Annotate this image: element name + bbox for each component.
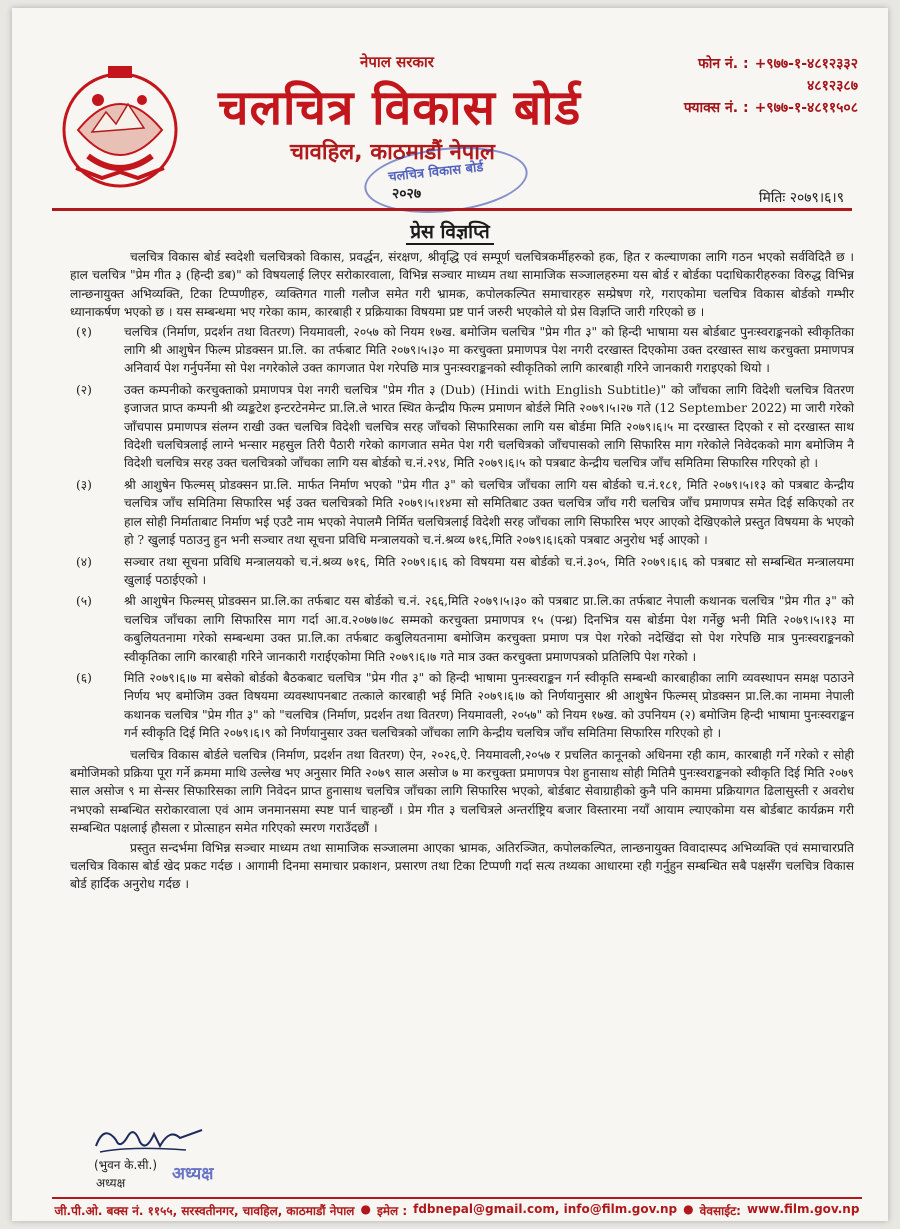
government-label: नेपाल सरकार	[360, 53, 434, 71]
item-text: उक्त कम्पनीको करचुक्ताको प्रमाणपत्र पेश नगरी चलचित्र "प्रेम गीत ३ (Dub) (Hindi with English Subtitle)" को जाँचका लागि विदेशी चलचित्र वितरण इजाजत प्राप्त कम्पनी श्री व्यङ्कटेश इन्टरटेनमेन्ट प्रा.लि.ले भारत स्थित केन्द्रीय फिल्म प्रमाणन बोर्डले मिति २०७९।५।२७ गते (12 September 2022) मा जारी गरेको जाँचपास प्रमाणपत्र संलग्न राखी उक्त चलचित्र विदेशी चलचित्र सरह जाँचको सिफारिसका लागि यस बोर्डमा मिति २०७९।६।५ मा दरखास्त दिएको र सो दरखास्त साथ विदेशी चलचित्रलाई लाग्ने भन्सार महसुल तिरी पैठारी गरेको कागजात समेत पेश गरी चलचित्रको जाँचपासको लागि सिफारिस माग गरेकोले निवेदकको माग बमोजिम नै विदेशी चलचित्र सरह उक्त चलचित्रको जाँचका लागि यस बोर्डको च.नं.२९४, मिति २०७९।६।५ को पत्रबाट केन्द्रीय चलचित्र जाँच समितिमा सिफारिस गरिएको हो ।	[124, 382, 854, 471]
item-number: (१)	[76, 324, 92, 339]
phone-number-1: +९७७-१-४८१२३३२	[754, 55, 858, 72]
item-number: (२)	[76, 382, 92, 397]
document-title-text: प्रेस विज्ञप्ति	[406, 221, 494, 245]
office-stamp-text: चलचित्र विकास बोर्ड	[387, 160, 485, 185]
footer-website-label: वेवसाईट:	[699, 1204, 741, 1218]
footer-email-label: इमेल :	[376, 1204, 408, 1218]
list-item	[70, 669, 854, 743]
nepal-emblem-icon	[58, 60, 182, 200]
footer-postal-address: जी.पी.ओ. बक्स नं. ११५५, सरस्वतीनगर, चावहिल, काठमाडौं नेपाल	[54, 1204, 355, 1218]
item-text: सञ्चार तथा सूचना प्रविधि मन्त्रालयको च.नं.श्रव्य ७१६, मिति २०७९।६।६ को विषयमा यस बोर्डको च.नं.३०५, मिति २०७९।६।६ को पत्रबाट सो सम्बन्धित मन्त्रालयमा खुलाई पठाईएको ।	[124, 554, 854, 587]
fax-label: फ्याक्स नं. :	[683, 99, 749, 116]
release-body	[70, 248, 854, 895]
board-name: चलचित्र विकास बोर्ड	[218, 80, 582, 136]
item-text: श्री आशुषेन फिल्मस् प्रोडक्सन प्रा.लि.का तर्फबाट यस बोर्डको च.नं. २६६,मिति २०७९।५।३० को पत्रबाट प्रा.लि.का तर्फबाट नेपाली कथानक चलचित्र "प्रेम गीत ३" को चलचित्र जाँचका लागि सिफारिस माग गर्दा आ.व.२०७७।७८ सम्मको करचुक्ता प्रमाणपत्र १५ (पन्ध्र) दिनभित्र यस बोर्डमा पेश गर्नेछु भनी मिति २०७९।५।१३ मा कबुलियतनामा गरेको सम्बन्धमा उक्त प्रा.लि.का तर्फबाट कबुलियतनामा बमोजिम करचुक्ता प्रमाण पत्र पेश गरेको नदेखिंदा सो पेश गरेपछि मात्र पुनःस्वराङ्कनको स्वीकृतिका लागि कारबाही गरिने जानकारी गराईएकोमा मिति २०७९।६।७ गते मात्र उक्त करचुक्ता प्रमाणपत्रको प्रतिलिपि पेश गरेको ।	[124, 594, 854, 664]
footer-divider	[52, 1197, 862, 1199]
item-number: (३)	[76, 477, 92, 492]
header-divider	[52, 208, 852, 211]
document-title	[12, 218, 888, 244]
item-text: चलचित्र (निर्माण, प्रदर्शन तथा वितरण) नियमावली, २०५७ को नियम १७ख. बमोजिम चलचित्र "प्रेम गीत ३" को हिन्दी भाषामा यस बोर्डबाट पुनःस्वराङ्कनको स्वीकृतिका लागि श्री आशुषेन फिल्म प्रोडक्सन प्रा.लि. का तर्फबाट मिति २०७९।५।३० मा करचुक्ता प्रमाणपत्र पेश नगरी दरखास्त दिएकोमा उक्त दरखास्त साथ करचुक्ता प्रमाणपत्र अनिवार्य पेश गर्नुपर्नेमा सो पेश नगरेकोले उक्त कागजात पेश गरेपछि मात्र पुनःस्वराङ्कनको स्वीकृतिको लागि कारबाही गरिने जानकारी गराइएको थियो ।	[124, 324, 854, 376]
signatory-name: (भुवन के.सी.)	[94, 1158, 158, 1172]
board-address: चावहिल, काठमाडौं नेपाल	[290, 140, 495, 165]
issue-date: मितिः २०७९।६।९	[758, 190, 844, 206]
phone-label: फोन नं. :	[697, 55, 749, 72]
item-text: मिति २०७९।६।७ मा बसेको बोर्डको बैठकबाट चलचित्र "प्रेम गीत ३" को हिन्दी भाषामा पुनःस्वराङ्कन गर्न स्वीकृति सम्बन्धी कारबाहीका लागि व्यवस्थापन समक्ष पठाउने निर्णय भए बमोजिम उक्त विषयमा व्यवस्थापनबाट तत्काले कारबाही भई मिति २०७९।६।७ को निर्णयानुसार श्री आशुषेन फिल्मस् प्रोडक्सन प्रा.लि.का नाममा नेपाली कथानक चलचित्र "प्रेम गीत ३" को "चलचित्र (निर्माण, प्रदर्शन तथा वितरण) नियमावली, २०५७" को नियम १७ख. को उपनियम (२) बमोजिम हिन्दी भाषामा पुनःस्वराङ्कन गर्न स्वीकृति दिई मिति २०७९।६।९ को निर्णयानुसार उक्त चलचित्रको जाँचका लागि केन्द्रीय चलचित्र जाँच समितिमा सिफारिस गरिएको हो ।	[124, 670, 854, 741]
list-item	[70, 553, 854, 590]
footer-email[interactable]: fdbnepal@gmail.com, info@film.gov.np	[413, 1202, 678, 1216]
closing-paragraph-1: चलचित्र विकास बोर्डले चलचित्र (निर्माण, प्रदर्शन तथा वितरण) ऐन, २०२६,ऐ. नियमावली,२०५७ र प्रचलित कानूनको अधिनमा रही काम, कारबाही गर्ने गरेको र सोही बमोजिमको प्रक्रिया पूरा गर्ने क्रममा माथि उल्लेख भए अनुसार मिति २०७९ साल असोज ७ मा करचुक्ता प्रमाणपत्र पेश हुनासाथ सोही मितिमै पुनःस्वराङ्कनको स्वीकृति दिई मिति २०७९ साल असोज ९ मा सेन्सर सिफारिसका लागि निवेदन प्राप्त हुनासाथ चलचित्र जाँचका लागि सिफारिस भएको, बोर्डबाट सेवाग्राहीको कुनै पनि काममा प्रक्रियागत ढिलासुस्ती र अवरोध नभएको सम्बन्धित सरोकारवाला एवं आम जनमानसमा स्पष्ट पार्न चाहन्छौं । प्रेम गीत ३ चलचित्रले अन्तर्राष्ट्रिय बजार विस्तारमा नयाँ आयाम ल्याएकोमा यस बोर्डबाट कार्यक्रम गरी सम्बन्धित पक्षलाई हौसला र प्रोत्साहन समेत गरिएको स्मरण गराउँदछौं ।	[70, 747, 854, 836]
item-number: (४)	[76, 554, 92, 569]
fax-number: +९७७-१-४८११५०८	[754, 99, 858, 116]
item-text: श्री आशुषेन फिल्मस् प्रोडक्सन प्रा.लि. मार्फत निर्माण भएको "प्रेम गीत ३" को चलचित्र जाँचका लागि यस बोर्डको च.नं.१८१, मिति २०७९।५।१३ को पत्रबाट केन्द्रीय चलचित्र जाँच समितिमा सिफारिस भई उक्त चलचित्रको मिति २०७९।५।१४मा सो समितिबाट उक्त चलचित्र जाँच गरी चलचित्र जाँच प्रमाणपत्र समेत दिई सकिएको तर हाल सोही निर्माताबाट निर्माण भई एउटै नाम भएको नेपालमै निर्मित चलचित्रलाई विदेशी सरह जाँचका लागि सिफारिस भएर आएको देखिएकोले प्रस्तुत विषयमा के भएको हो ? खुलाई पठाउनु हुन भनी सञ्चार तथा सूचना प्रविधि मन्त्रालयको च.नं.श्रव्य ७१६,मिति २०७९।६।६को पत्रबाट अनुरोध भई आएको ।	[124, 477, 854, 548]
reference-number: २०२७	[392, 186, 422, 202]
closing-paragraph-2: प्रस्तुत सन्दर्भमा विभिन्न सञ्चार माध्यम तथा सामाजिक सञ्जालमा आएका भ्रामक, अतिरञ्जित, कपोलकल्पित, लान्छनायुक्त विवादास्पद अभिव्यक्ति एवं समाचारप्रति चलचित्र विकास बोर्ड खेद प्रकट गर्दछ । आगामी दिनमा समाचार प्रकाशन, प्रसारण तथा टिका टिप्पणी गर्दा सत्य तथ्यका आधारमा रही गर्नुहुन सम्बन्धित सबै पक्षसँग चलचित्र विकास बोर्ड हार्दिक अनुरोध गर्दछ ।	[70, 840, 854, 892]
phone-number-2: ४८१२३८७	[807, 77, 858, 94]
footer-contact	[52, 1202, 862, 1219]
list-item	[70, 381, 854, 473]
signatory-stamp: अध्यक्ष	[172, 1164, 214, 1184]
signatory-title: अध्यक्ष	[96, 1176, 126, 1190]
contact-block	[618, 52, 858, 118]
list-item	[70, 592, 854, 666]
item-number: (५)	[76, 594, 92, 609]
intro-paragraph: चलचित्र विकास बोर्ड स्वदेशी चलचित्रको विकास, प्रवर्द्धन, संरक्षण, श्रीवृद्धि एवं सम्पूर्ण चलचित्रकर्मीहरुको हक, हित र कल्याणका लागि गठन भएको सर्वविदितै छ । हाल चलचित्र "प्रेम गीत ३ (हिन्दी डब)" को विषयलाई लिएर सरोकारवाला, विभिन्न सञ्चार माध्यम तथा सामाजिक सञ्जालहरुमा यस बोर्ड र बोर्डका पदाधिकारीहरुका विरुद्ध विभिन्न लान्छनायुक्त अभिव्यक्ति, टिका टिप्पणीहरु, व्यक्तिगत गाली गलौज समेत गरी भ्रामक, कपोलकल्पित समाचारहरु सम्प्रेषण गरे, गराएकोमा चलचित्र विकास बोर्डको गम्भीर ध्यानाकर्षण भएको छ । यस सम्बन्धमा भए गरेका काम, कारबाही र प्रक्रियाका विषयमा प्रष्ट पार्न जरुरी भएकोले यो प्रेस विज्ञप्ति जारी गरिएको छ ।	[70, 250, 854, 320]
list-item	[70, 476, 854, 550]
footer-bullet-icon: ●	[360, 1202, 371, 1216]
footer-website[interactable]: www.film.gov.np	[746, 1202, 860, 1216]
item-number: (६)	[76, 670, 92, 685]
press-release-page	[12, 8, 888, 1221]
footer-bullet-icon: ●	[683, 1202, 694, 1216]
list-item	[70, 323, 854, 378]
